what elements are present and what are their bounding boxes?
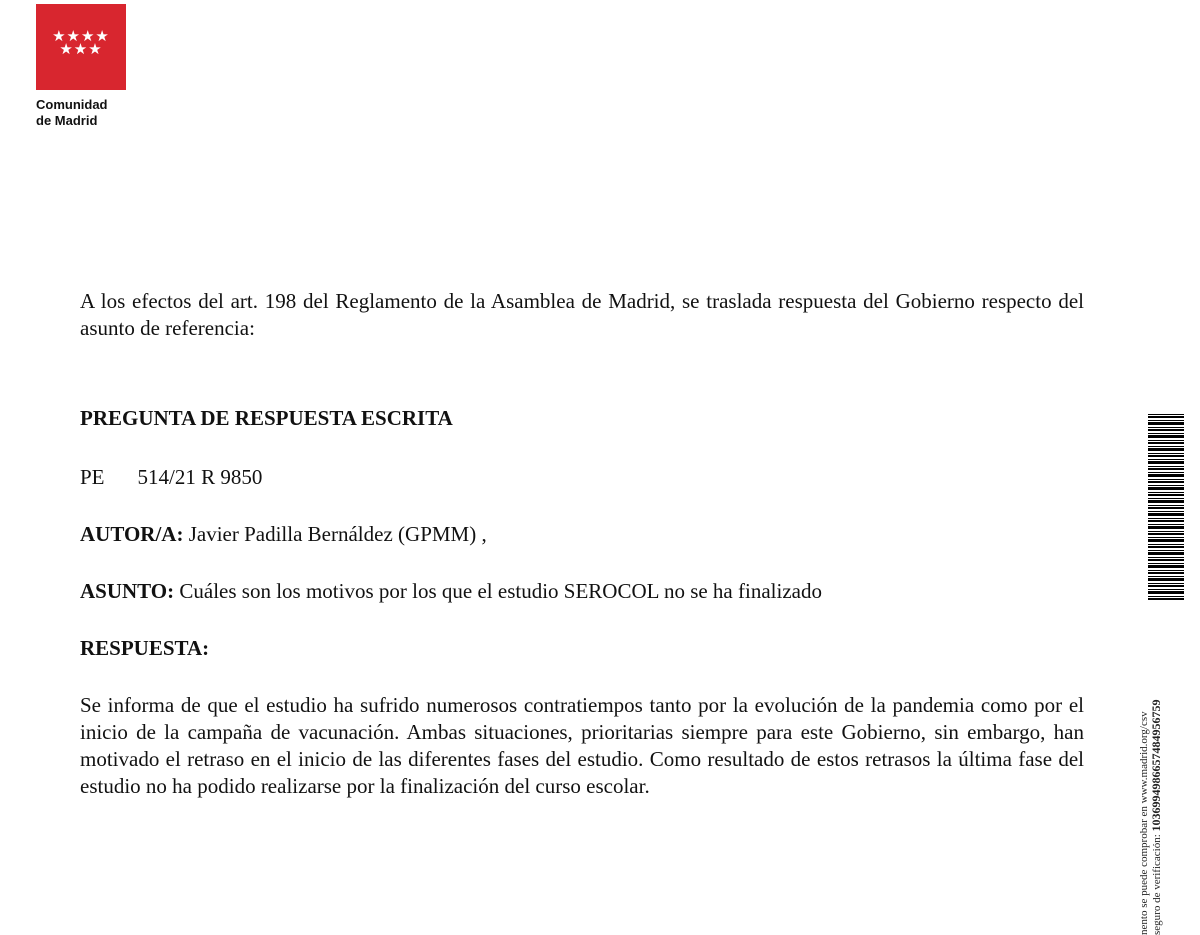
verification-barcode: [1148, 412, 1184, 600]
author-value: Javier Padilla Bernáldez (GPMM) ,: [188, 522, 487, 546]
comunidad-madrid-logo: [36, 4, 126, 90]
verification-line1: nento se puede comprobar en www.madrid.org/csv: [1138, 711, 1150, 935]
logo-text: [36, 97, 156, 129]
logo-stars: ★★★★ ★★★: [52, 27, 110, 58]
document-heading: PREGUNTA DE RESPUESTA ESCRITA: [80, 406, 453, 430]
verification-label: seguro de verificación:: [1151, 834, 1163, 935]
logo-text-line1: Comunidad: [36, 97, 108, 112]
reference-number: 514/21 R 9850: [137, 465, 263, 489]
verification-text: [1138, 605, 1163, 935]
reference-type: PE: [80, 465, 105, 489]
verification-code: 1036994986657484956759: [1149, 699, 1163, 832]
answer-paragraph: Se informa de que el estudio ha sufrido numerosos contratiempos tanto por la evolución de la pandemia como por el inicio de la campaña de vacunación. Ambas situaciones, prioritarias siempre para este Gobierno, sin embargo, han motivado el retraso en el inicio de las diferentes fases del estudio. Como resultado de estos retrasos la última fase del estudio no ha podido realizarse por la finalización del curso escolar.: [80, 693, 1084, 798]
logo-text-line2: de Madrid: [36, 113, 98, 128]
author-line: [80, 521, 487, 548]
answer-label: RESPUESTA:: [80, 636, 210, 660]
subject-label: ASUNTO:: [80, 579, 175, 603]
subject-value: Cuáles son los motivos por los que el estudio SEROCOL no se ha finalizado: [179, 579, 822, 603]
subject-line: [80, 578, 822, 605]
verification-line2: [1150, 605, 1163, 935]
author-label: AUTOR/A:: [80, 522, 184, 546]
reference-line: [80, 464, 262, 491]
intro-paragraph: A los efectos del art. 198 del Reglamento de la Asamblea de Madrid, se traslada respuesta del Gobierno respecto del asunto de referencia:: [80, 289, 1084, 340]
